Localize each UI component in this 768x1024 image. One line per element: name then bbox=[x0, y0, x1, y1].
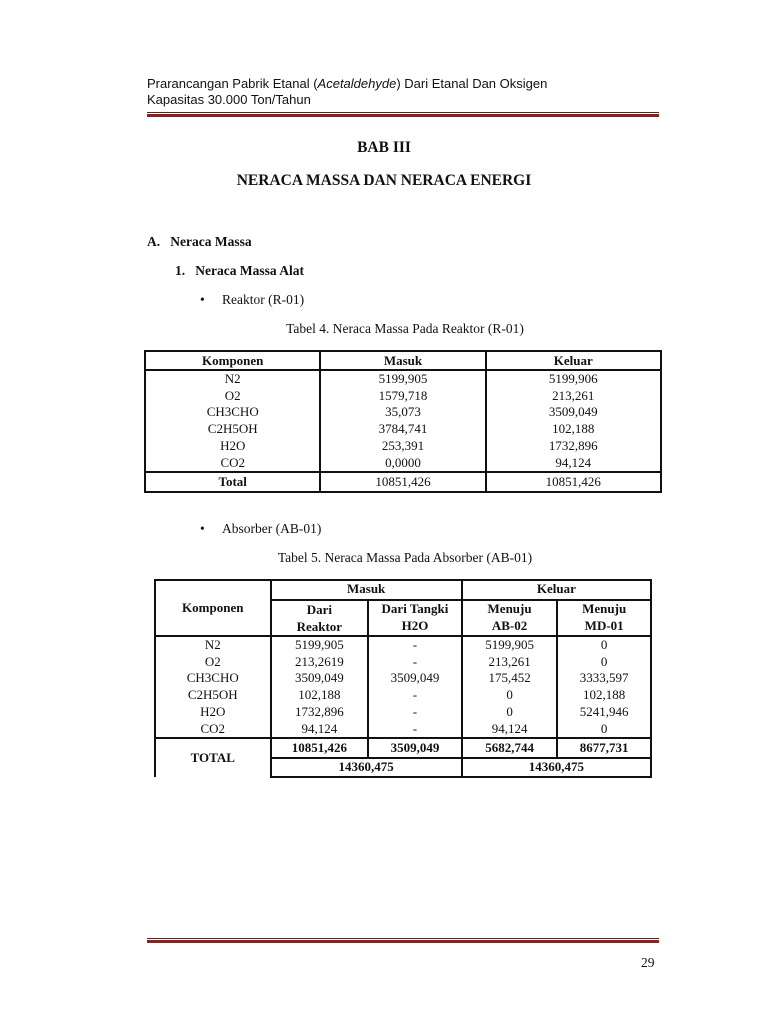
total-keluar: 10851,426 bbox=[486, 472, 661, 492]
header-rule bbox=[147, 112, 659, 117]
sub-header-md01: MD-01 bbox=[557, 618, 651, 636]
masuk-cell bbox=[320, 370, 485, 472]
table-cell: - bbox=[412, 703, 418, 719]
komponen-cell bbox=[155, 636, 271, 738]
total-dari-tangki: 3509,049 bbox=[368, 738, 462, 758]
column-header-masuk: Masuk bbox=[320, 351, 485, 370]
table-cell: CH3CHO bbox=[206, 404, 259, 420]
dari-reaktor-cell bbox=[271, 636, 369, 738]
column-header-komponen: Komponen bbox=[155, 580, 271, 636]
table-cell: 0 bbox=[506, 687, 513, 703]
table-cell: N2 bbox=[204, 637, 221, 652]
header-rule-thin bbox=[147, 112, 659, 113]
table-cell: CH3CHO bbox=[186, 670, 239, 686]
header-line-1 bbox=[147, 76, 547, 92]
table-neraca-absorber bbox=[154, 579, 652, 778]
grand-total-keluar: 14360,475 bbox=[462, 758, 651, 777]
table-cell: C2H5OH bbox=[207, 421, 258, 437]
bullet-icon: • bbox=[200, 292, 205, 307]
column-header-komponen: Komponen bbox=[145, 351, 320, 370]
column-header-dari-tangki: Dari Tangki bbox=[368, 600, 462, 618]
table-cell: N2 bbox=[224, 371, 241, 386]
table-cell: 5199,905 bbox=[378, 371, 428, 386]
column-header-keluar: Keluar bbox=[486, 351, 661, 370]
total-label: Total bbox=[145, 472, 320, 492]
table-cell: 102,188 bbox=[298, 687, 341, 703]
chapter-number: BAB III bbox=[357, 139, 411, 156]
table-cell: 5199,905 bbox=[294, 637, 344, 652]
column-header-menuju-md01: Menuju bbox=[557, 600, 651, 618]
table-cell: CO2 bbox=[200, 720, 226, 736]
table-cell: 175,452 bbox=[488, 670, 531, 686]
table-cell: O2 bbox=[204, 653, 221, 669]
table-cell: 5241,946 bbox=[579, 703, 629, 719]
table-cell: 0 bbox=[600, 653, 608, 669]
table-cell: 213,261 bbox=[488, 653, 531, 669]
header-title-suffix: ) Dari Etanal Dan Oksigen bbox=[396, 76, 548, 91]
table-cell: 3509,049 bbox=[548, 404, 598, 420]
table-cell: 94,124 bbox=[301, 720, 338, 736]
footer-rule bbox=[147, 938, 659, 943]
header-title-prefix: Prarancangan Pabrik Etanal ( bbox=[147, 76, 318, 91]
table-cell: C2H5OH bbox=[187, 687, 238, 703]
table-cell: - bbox=[412, 653, 418, 669]
table-cell: 0,0000 bbox=[385, 454, 421, 470]
table-cell: 3784,741 bbox=[378, 421, 428, 437]
menuju-md01-cell bbox=[557, 636, 651, 738]
total-dari-reaktor: 10851,426 bbox=[271, 738, 369, 758]
table-cell: - bbox=[412, 687, 418, 703]
table-cell: H2O bbox=[220, 437, 246, 453]
table-cell: 1732,896 bbox=[548, 437, 598, 453]
table-cell: 0 bbox=[600, 637, 608, 652]
table-cell: CO2 bbox=[220, 454, 245, 470]
table-cell: 35,073 bbox=[385, 404, 421, 420]
group-header-keluar: Keluar bbox=[462, 580, 651, 600]
table-cell: 213,2619 bbox=[294, 653, 344, 669]
table-cell: 253,391 bbox=[381, 437, 425, 453]
sub-header-h2o: H2O bbox=[368, 618, 462, 636]
table5-caption: Tabel 5. Neraca Massa Pada Absorber (AB-01) bbox=[277, 550, 533, 565]
table-body-row bbox=[155, 636, 651, 738]
table-header-row bbox=[145, 351, 661, 370]
column-header-menuju-ab02: Menuju bbox=[462, 600, 558, 618]
table-cell: 3509,049 bbox=[294, 670, 344, 686]
table-cell: 0 bbox=[506, 703, 513, 719]
total-menuju-ab02: 5682,744 bbox=[462, 738, 558, 758]
table-cell: 1579,718 bbox=[378, 387, 428, 403]
chapter-title: NERACA MASSA DAN NERACA ENERGI bbox=[236, 172, 532, 189]
running-header bbox=[147, 76, 547, 108]
subsection-heading-1: 1. Neraca Massa Alat bbox=[175, 263, 304, 278]
table-cell: - bbox=[412, 720, 418, 736]
header-rule-thick bbox=[147, 114, 659, 117]
footer-rule-thin bbox=[147, 938, 659, 939]
table-cell: O2 bbox=[224, 387, 241, 403]
table-cell: H2O bbox=[200, 703, 226, 719]
menuju-ab02-cell bbox=[462, 636, 558, 738]
table-cell: 94,124 bbox=[555, 454, 592, 470]
table-neraca-reaktor bbox=[144, 350, 662, 493]
footer-rule-thick bbox=[147, 940, 659, 943]
total-masuk: 10851,426 bbox=[320, 472, 485, 492]
total-label: TOTAL bbox=[155, 738, 271, 777]
bullet-label: Reaktor (R-01) bbox=[222, 292, 305, 307]
sub-header-reaktor: Reaktor bbox=[271, 618, 369, 636]
table-cell: 5199,906 bbox=[548, 371, 598, 386]
header-line-2: Kapasitas 30.000 Ton/Tahun bbox=[147, 92, 311, 107]
page-number: 29 bbox=[641, 955, 655, 970]
table-cell: 102,188 bbox=[583, 687, 626, 703]
column-header-dari-reaktor: Dari bbox=[271, 600, 369, 618]
section-heading-a: A. Neraca Massa bbox=[147, 234, 252, 249]
dari-tangki-cell bbox=[368, 636, 462, 738]
table-cell: - bbox=[412, 637, 418, 652]
sub-header-ab02: AB-02 bbox=[462, 618, 558, 636]
bullet-item-absorber bbox=[200, 521, 321, 537]
table-cell: 94,124 bbox=[491, 720, 528, 736]
total-menuju-md01: 8677,731 bbox=[557, 738, 651, 758]
grand-total-masuk: 14360,475 bbox=[271, 758, 462, 777]
bullet-icon: • bbox=[200, 521, 205, 536]
keluar-cell bbox=[486, 370, 661, 472]
group-header-row bbox=[155, 580, 651, 600]
header-title-italic: Acetaldehyde bbox=[317, 76, 397, 91]
table-total-row bbox=[145, 472, 661, 492]
table4-caption: Tabel 4. Neraca Massa Pada Reaktor (R-01) bbox=[286, 321, 524, 336]
table-cell: 5199,905 bbox=[485, 637, 534, 652]
table-body-row bbox=[145, 370, 661, 472]
bullet-label: Absorber (AB-01) bbox=[222, 521, 322, 536]
komponen-cell bbox=[145, 370, 320, 472]
table-total-row bbox=[155, 738, 651, 758]
table-cell: 3509,049 bbox=[390, 670, 440, 686]
table-cell: 1732,896 bbox=[294, 703, 344, 719]
table-cell: 0 bbox=[600, 720, 608, 736]
bullet-item-reaktor bbox=[200, 292, 304, 308]
table-cell: 213,261 bbox=[552, 387, 595, 403]
group-header-masuk: Masuk bbox=[271, 580, 462, 600]
table-cell: 3333,597 bbox=[579, 670, 629, 686]
table-cell: 102,188 bbox=[552, 421, 595, 437]
